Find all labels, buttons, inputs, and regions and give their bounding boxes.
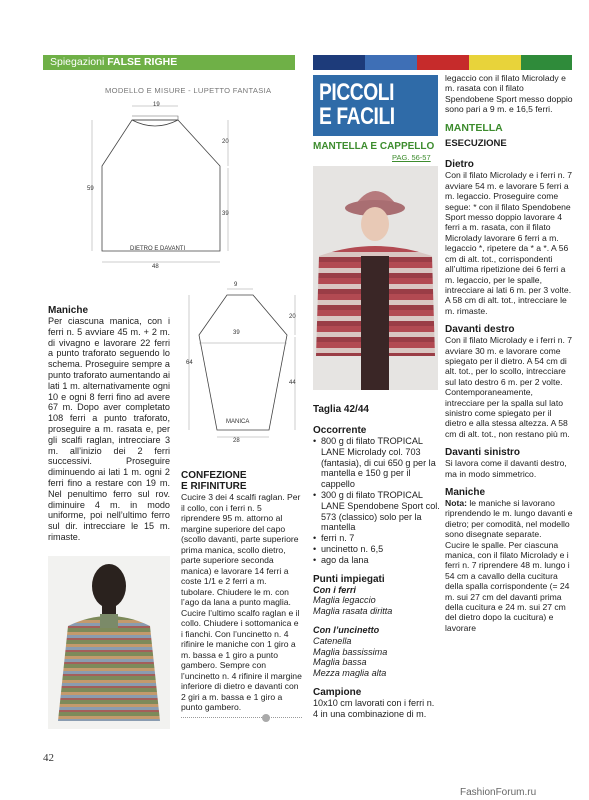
stitch-item: Maglia rasata diritta: [313, 606, 393, 617]
body-pattern-diagram: [80, 96, 250, 286]
stitch-item: Catenella: [313, 635, 352, 646]
stitch-item: Maglia legaccio: [313, 595, 376, 606]
size-label: Taglia 42/44: [313, 404, 369, 415]
dim-39-sleeve: 39: [233, 330, 240, 336]
color-stripe-bar: [313, 55, 572, 70]
list-item: • 300 g di filato TROPICAL LANE Spendobene Sport col. 573 (classico) solo per la mantella: [313, 490, 441, 533]
mantella-heading: MANTELLA: [445, 121, 503, 134]
instructions-column: [445, 73, 573, 633]
dim-9: 9: [234, 282, 238, 288]
maniche-text: Per ciascuna manica, con i ferri n. 5 avviare 45 m. + 2 m. di vivagno e lavorare 22 ferri a punto traforato seguendo lo schema. Proseguire sempre a punto traforato aumentando ai lati 1 m. alternativamente ogni 10 e ogni 8 ferri fino ad avere 67 m. Dopo aver completato 108 ferri a punto traforato, proseguire a m. rasata e, per gli scalfi raglan, intrecciare 3 m. all’inizio dei 2 ferri successivi. Proseguire diminuendo ai lati 1 m. ogni 2 ferri fino a restare con 19 m. Nel penultimo ferro sul rov. diminuire 4 m. in modo uniforme, poi nell’ultimo ferro sul dir. intrecciare le 15 m. rimaste.: [48, 316, 170, 542]
list-item: • ago da lana: [313, 555, 441, 566]
watermark: FashionForum.ru: [460, 787, 537, 798]
sleeve-label: MANICA: [226, 419, 250, 425]
davanti-destro-title: Davanti destro: [445, 324, 515, 336]
confezione-text: Cucire 3 dei 4 scalfi raglan. Per il collo, con i ferri n. 5 riprendere 95 m. attorno al margine superiore del capo (scollo davanti, parte superiore prima manica, scollo dietro, parte superiore seconda manica) e lavorare 14 ferri a coste 1/1 e 2 ferri a m. tubolare. Chiudere le m. con l’ago da lana a punto maglia. Cucire l’ultimo scalfo raglan e il collo. Chiudere i sottomanica e i fianchi. Con l’uncinetto n. 4 rifinire le maniche con 1 giro a m. bassa e 1 giro a punto gambero. Sempre con l’uncinetto n. 4 rifinire il margine inferiore di dietro e davanti con 2 giri a m. bassa e 1 giro a punto gambero.: [181, 492, 302, 712]
esecuzione-heading: ESECUZIONE: [445, 138, 507, 150]
model-photo: [313, 166, 438, 390]
dim-28: 28: [233, 438, 240, 444]
body-label: DIETRO E DAVANTI: [130, 246, 186, 252]
confezione-subtitle: E RIFINITURE: [181, 481, 247, 492]
campione-text: 10x10 cm lavorati con i ferri n. 4 in una combinazione di m.: [313, 697, 435, 719]
mantella-title: MANTELLA E CAPPELLO: [313, 141, 435, 152]
gauge-text: legaccio con il filato Microlady e m. rasata con il filato Spendobene Sport messo doppio sono pari a 9 m. e 16,5 ferri.: [445, 73, 573, 115]
maniche-right-text: Cucire le spalle. Per ciascuna manica, con il filato Microlady e i ferri n. 7 riprendere 48 m. lungo i 54 cm a cavallo della cucitura della spalla corrispondente (= 24 m. sui 27 cm del davanti prima della cucitura e 24 m. sui 27 cm del dietro dopo la cucitura) e lavorare: [445, 539, 570, 633]
davanti-sinistro-title: Davanti sinistro: [445, 447, 521, 459]
dim-39: 39: [222, 211, 229, 217]
stitch-item: Maglia bassissima: [313, 646, 388, 657]
uncinetto-subtitle: Con l’uncinetto: [313, 624, 380, 635]
sleeve-pattern-diagram: [183, 285, 303, 460]
header-prefix: Spiegazioni: [50, 56, 105, 68]
maniche-right-title: Maniche: [445, 487, 486, 498]
list-item: • 800 g di filato TROPICAL LANE Microlady col. 703 (fantasia), di cui 650 g per la mantella e 150 g per il cappello: [313, 436, 441, 490]
materials-section: [313, 404, 441, 720]
divider-dot: [262, 714, 270, 722]
confezione-title: CONFEZIONE: [181, 470, 247, 481]
davanti-destro-text: Con il filato Microlady e i ferri n. 7 avviare 30 m. e lavorare come spiegato per il dietro. A 54 cm di alt. tot., per lo scollo, intrecciare sul lato destro 6 m. per 2 volte. Contemporaneamente, intrecciare per la spalla sul lato sinistro come spiegato per il dietro e alla stessa altezza. A 58 cm di alt. tot., non restano più m.: [445, 335, 573, 439]
ferri-subtitle: Con i ferri: [313, 584, 356, 595]
dim-19: 19: [153, 102, 160, 108]
stitch-item: Maglia bassa: [313, 657, 367, 668]
header-title: FALSE RIGHE: [107, 56, 178, 68]
box-line1: PICCOLI: [319, 79, 395, 106]
dim-48: 48: [152, 264, 159, 270]
dim-59: 59: [87, 186, 94, 192]
punti-title: Punti impiegati: [313, 573, 385, 585]
page-number: 42: [43, 752, 54, 764]
list-item: • ferri n. 7: [313, 533, 441, 544]
box-line2: E FACILI: [319, 103, 395, 130]
dietro-title: Dietro: [445, 159, 474, 171]
dim-44: 44: [289, 380, 296, 386]
nota-label: Nota:: [445, 498, 467, 508]
section-header: [43, 55, 295, 70]
stitch-item: Mezza maglia alta: [313, 668, 387, 679]
schema-title: MODELLO E MISURE - LUPETTO FANTASIA: [105, 86, 272, 95]
dim-20-sleeve: 20: [289, 314, 296, 320]
nota-text: le maniche si lavorano riprendendo le m. lungo davanti e dietro; per comodità, nel modello sono disegnate separate.: [445, 498, 573, 540]
davanti-sinistro-text: Si lavora come il davanti destro, ma in modo simmetrico.: [445, 458, 567, 479]
dim-64: 64: [186, 360, 193, 366]
dietro-text: Con il filato Microlady e i ferri n. 7 avviare 54 m. e lavorare 5 ferri a m. legaccio. Proseguire come segue: * con il filato Spendobene Sport messo doppio lavorare 4 ferri a m. rasata, con il filato Microlady lavorare 6 ferri a m. legaccio *, ripetere da * a *. A 56 cm di alt. tot., corrispondenti all’ultima ripetizione dei 6 ferri a m. legaccio, per le spalle, intrecciare ai lati 6 m. per 3 volte. A 58 cm di alt. tot., intrecciare le m. rimaste.: [445, 170, 573, 316]
sweater-photo: [48, 556, 170, 729]
maniche-title: Maniche: [48, 305, 89, 316]
dim-20: 20: [222, 139, 229, 145]
slider-divider: [181, 717, 302, 724]
occorrente-title: Occorrente: [313, 425, 367, 436]
campione-title: Campione: [313, 686, 362, 698]
occorrente-list: [313, 436, 441, 566]
list-item: • uncinetto n. 6,5: [313, 544, 441, 555]
maniche-section: [48, 305, 170, 543]
section-box: [313, 75, 438, 136]
confezione-section: [181, 470, 302, 713]
page-reference: PAG. 56-57: [392, 153, 431, 162]
